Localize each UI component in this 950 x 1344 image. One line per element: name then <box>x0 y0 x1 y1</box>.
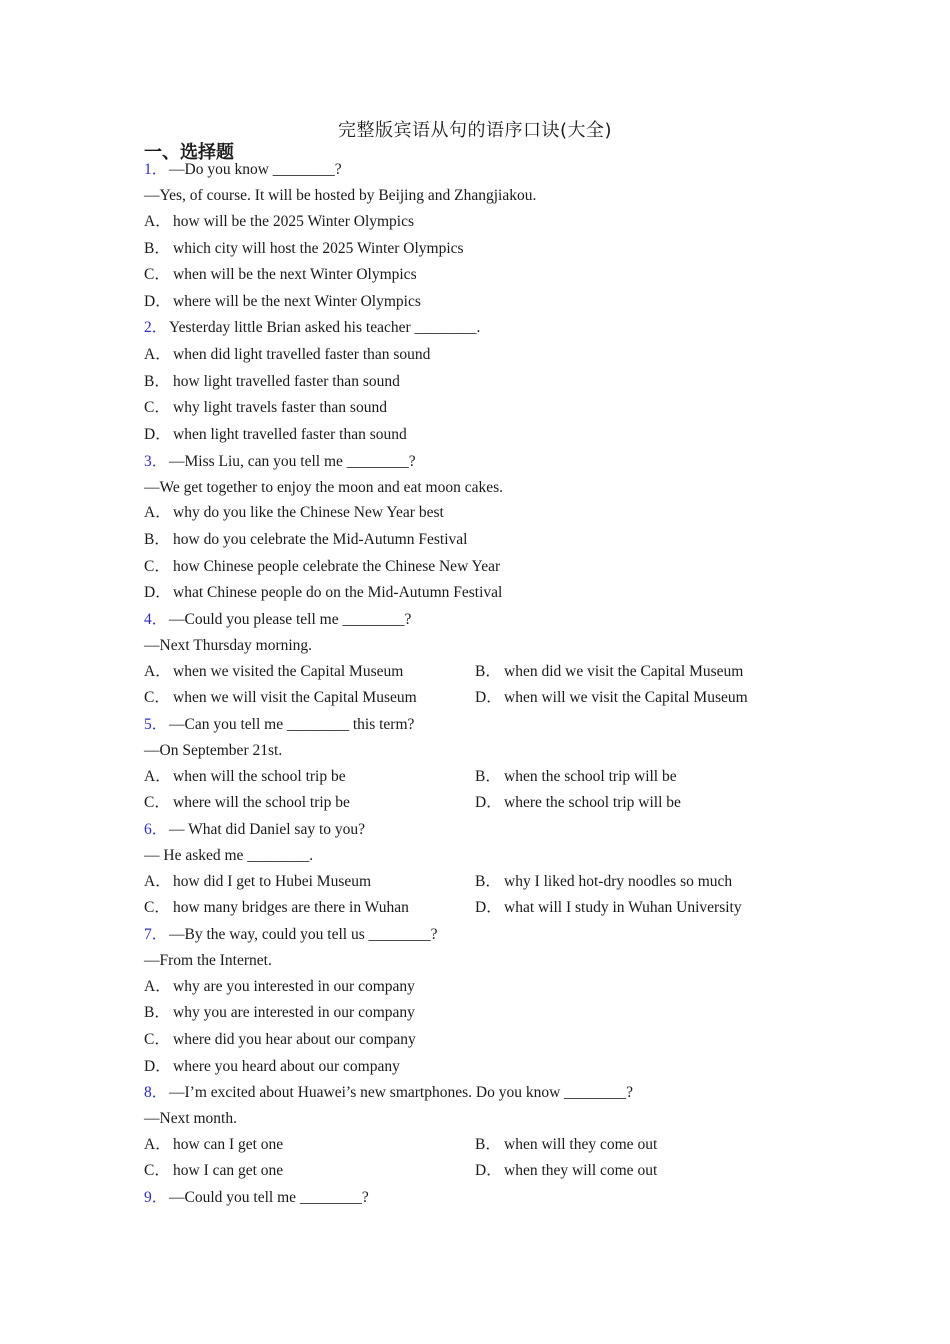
option-d: D． what will I study in Wuhan University <box>475 899 742 916</box>
question-number: 3． <box>144 453 168 470</box>
question-8-reply: —Next month. <box>144 1110 237 1127</box>
option-c: C． how Chinese people celebrate the Chinese New Year <box>144 558 501 575</box>
option-c: C． where will the school trip be <box>144 794 350 811</box>
option-d: D． when will we visit the Capital Museum <box>475 689 748 706</box>
question-number: 7． <box>144 926 168 943</box>
option-b: B． why you are interested in our company <box>144 1004 415 1021</box>
option-c: C． when will be the next Winter Olympics <box>144 266 417 283</box>
question-number: 6． <box>144 821 168 838</box>
question-5-stem: 5． —Can you tell me ________ this term? <box>144 716 415 733</box>
option-a: A． how will be the 2025 Winter Olympics <box>144 213 415 230</box>
option-a: A． why are you interested in our company <box>144 978 415 995</box>
option-b: B． when the school trip will be <box>475 768 677 785</box>
option-c: C． how many bridges are there in Wuhan <box>144 899 409 916</box>
option-b: B． when will they come out <box>475 1136 658 1153</box>
option-d: D． what Chinese people do on the Mid-Autumn Festival <box>144 584 503 601</box>
question-1-stem: 1． —Do you know ________? <box>144 161 342 178</box>
option-a: A． how can I get one <box>144 1136 284 1153</box>
question-3-reply: —We get together to enjoy the moon and eat moon cakes. <box>144 479 504 496</box>
question-9-stem: 9． —Could you tell me ________? <box>144 1189 369 1206</box>
option-a: A． why do you like the Chinese New Year best <box>144 504 444 521</box>
question-number: 8． <box>144 1084 168 1101</box>
option-c: C． why light travels faster than sound <box>144 399 387 416</box>
option-c: C． where did you hear about our company <box>144 1031 416 1048</box>
question-number: 2． <box>144 319 168 336</box>
question-6-stem: 6． — What did Daniel say to you? <box>144 821 366 838</box>
option-d: D． when they will come out <box>475 1162 658 1179</box>
option-a: A． when did light travelled faster than sound <box>144 346 431 363</box>
option-b: B． which city will host the 2025 Winter Olympics <box>144 240 464 257</box>
option-d: D． where will be the next Winter Olympics <box>144 293 421 310</box>
question-6-reply: — He asked me ________. <box>144 847 314 864</box>
question-number: 4． <box>144 611 168 628</box>
option-d: D． where you heard about our company <box>144 1058 400 1075</box>
option-d: D． where the school trip will be <box>475 794 681 811</box>
option-a: A． how did I get to Hubei Museum <box>144 873 372 890</box>
option-c: C． how I can get one <box>144 1162 284 1179</box>
question-8-stem: 8． —I’m excited about Huawei’s new smartphones. Do you know ________? <box>144 1084 634 1101</box>
question-number: 5． <box>144 716 168 733</box>
question-4-reply: —Next Thursday morning. <box>144 637 313 654</box>
option-a: A． when we visited the Capital Museum <box>144 663 404 680</box>
page-title: 完整版宾语从句的语序口诀(大全) <box>337 120 613 141</box>
question-7-stem: 7． —By the way, could you tell us ________? <box>144 926 438 943</box>
option-b: B． how light travelled faster than sound <box>144 373 400 390</box>
option-b: B． how do you celebrate the Mid-Autumn Festival <box>144 531 468 548</box>
question-number: 1． <box>144 161 168 178</box>
question-5-reply: —On September 21st. <box>144 742 283 759</box>
section-heading: 一、选择题 <box>144 142 234 163</box>
option-c: C． when we will visit the Capital Museum <box>144 689 417 706</box>
question-7-reply: —From the Internet. <box>144 952 272 969</box>
option-b: B． when did we visit the Capital Museum <box>475 663 744 680</box>
option-a: A． when will the school trip be <box>144 768 346 785</box>
question-4-stem: 4． —Could you please tell me ________? <box>144 611 412 628</box>
option-b: B． why I liked hot-dry noodles so much <box>475 873 733 890</box>
question-3-stem: 3． —Miss Liu, can you tell me ________? <box>144 453 416 470</box>
question-2-stem: 2． Yesterday little Brian asked his teacher ________. <box>144 319 481 336</box>
question-number: 9． <box>144 1189 168 1206</box>
option-d: D． when light travelled faster than sound <box>144 426 407 443</box>
question-1-reply: —Yes, of course. It will be hosted by Beijing and Zhangjiakou. <box>144 187 537 204</box>
